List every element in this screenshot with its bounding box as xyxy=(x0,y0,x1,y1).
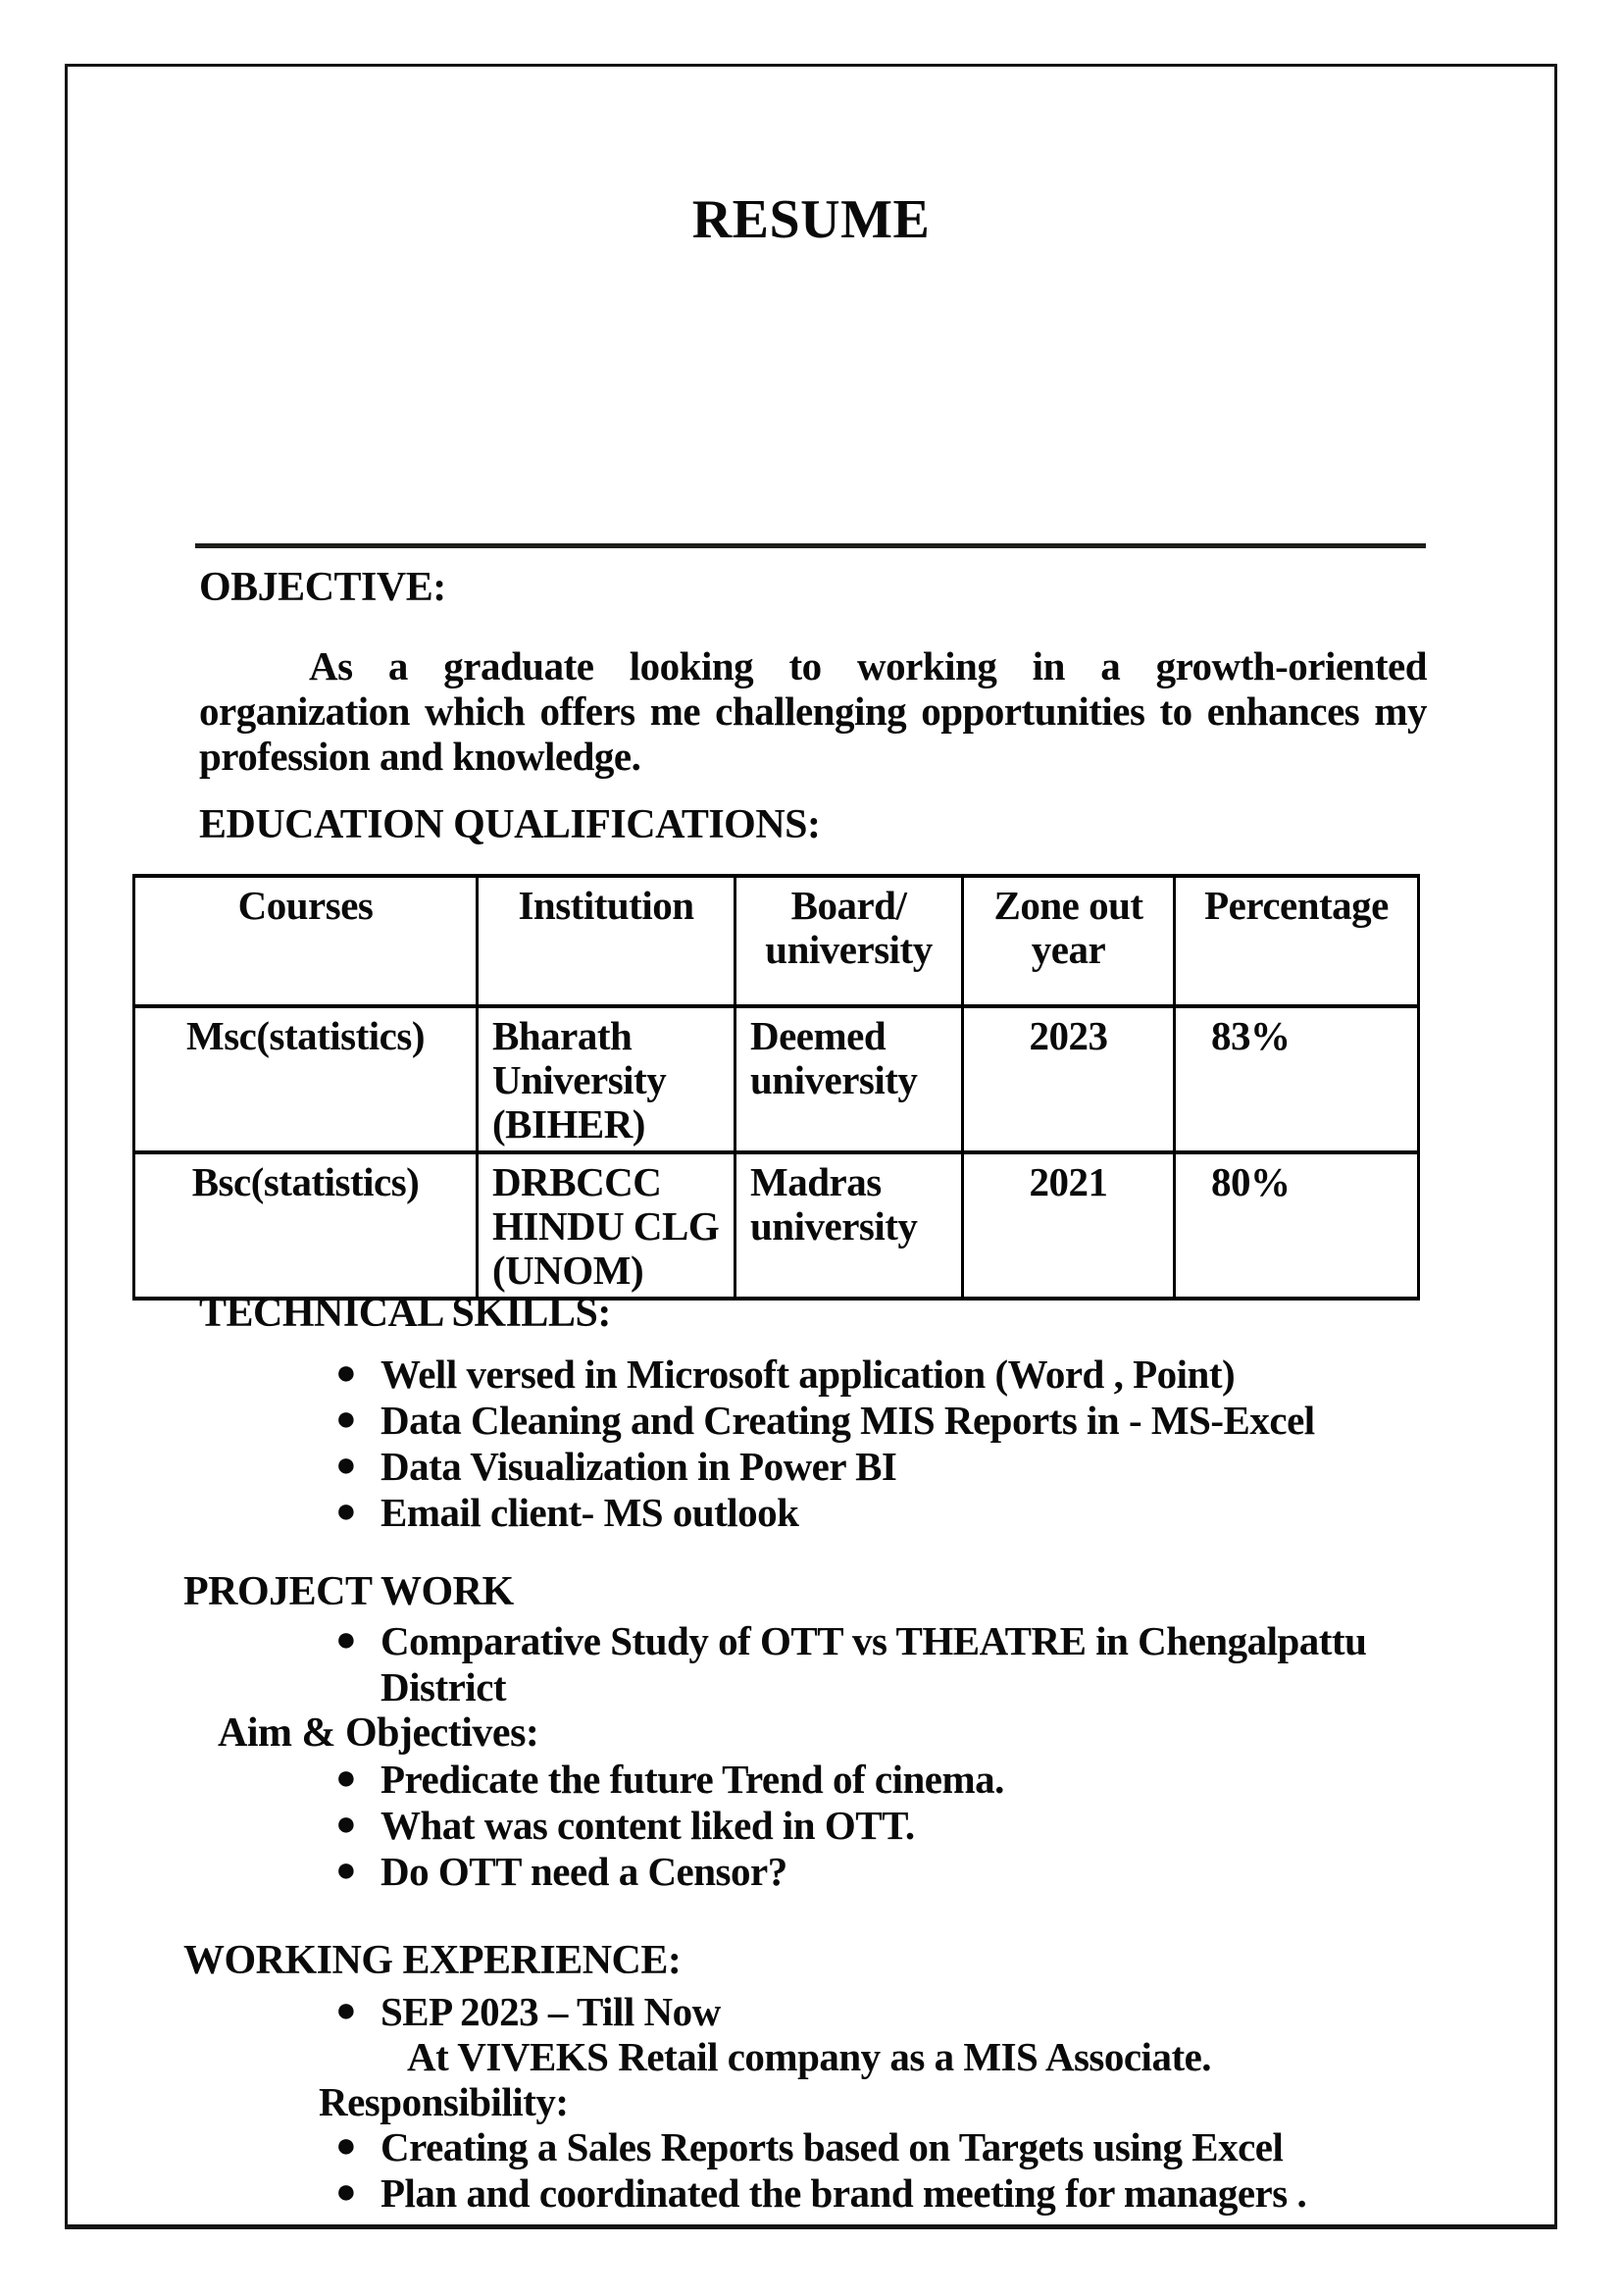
objective-line-3: profession and knowledge. xyxy=(199,734,641,779)
education-heading: EDUCATION QUALIFICATIONS: xyxy=(199,802,821,847)
header-board-line2: university xyxy=(765,927,933,972)
skill-text: Data Visualization in Power BI xyxy=(380,1444,897,1489)
course-cell: Bsc(statistics) xyxy=(134,1152,478,1299)
project-work-list xyxy=(331,1618,1459,1710)
page-border xyxy=(65,64,1557,2229)
institution-line: DRBCCC xyxy=(492,1159,662,1204)
responsibility-text: Plan and coordinated the brand meeting for managers . xyxy=(380,2170,1307,2216)
objective-item xyxy=(331,1803,1459,1849)
year-cell: 2021 xyxy=(963,1152,1175,1299)
responsibility-label: Responsibility: xyxy=(319,2079,569,2124)
period-text: SEP 2023 – Till Now xyxy=(380,1989,721,2034)
skill-text: Email client- MS outlook xyxy=(380,1490,799,1535)
bullet-icon: ● xyxy=(335,2125,357,2165)
education-table xyxy=(132,874,1420,1301)
skill-text: Well versed in Microsoft application (Word , Point) xyxy=(380,1352,1236,1397)
header-percentage-label: Percentage xyxy=(1204,883,1389,928)
institution-line: University xyxy=(492,1057,667,1102)
skill-item xyxy=(331,1444,1459,1490)
period-item xyxy=(331,1989,1459,2035)
board-line: Deemed xyxy=(750,1013,887,1058)
header-board-line1: Board/ xyxy=(790,883,907,928)
objective-line-1: As a graduate looking to working in a growth-oriented xyxy=(309,643,1427,689)
responsibility-item xyxy=(331,2124,1508,2170)
header-cell-zone-out-year xyxy=(963,876,1175,1006)
technical-skills-heading: TECHNICAL SKILLS: xyxy=(199,1291,611,1336)
header-cell-board-university xyxy=(735,876,963,1006)
objective-line-2: organization which offers me challenging opportunities to enhances my xyxy=(199,689,1427,734)
bullet-icon: ● xyxy=(335,1804,357,1843)
institution-cell xyxy=(478,1152,735,1299)
skill-item xyxy=(331,1490,1459,1536)
board-line: Madras xyxy=(750,1159,882,1204)
board-line: university xyxy=(750,1203,918,1249)
objective-item xyxy=(331,1849,1459,1895)
bullet-icon: ● xyxy=(335,1491,357,1530)
aim-objectives-list xyxy=(331,1757,1459,1895)
course-cell: Msc(statistics) xyxy=(134,1006,478,1152)
responsibility-text: Creating a Sales Reports based on Targets using Excel xyxy=(380,2124,1284,2169)
header-zone-line2: year xyxy=(1031,927,1106,972)
board-cell xyxy=(735,1006,963,1152)
institution-cell xyxy=(478,1006,735,1152)
year-cell: 2023 xyxy=(963,1006,1175,1152)
project-item xyxy=(331,1618,1459,1710)
header-courses-label: Courses xyxy=(237,883,374,928)
bullet-icon: ● xyxy=(335,2171,357,2211)
responsibility-item xyxy=(331,2170,1508,2217)
institution-line: (BIHER) xyxy=(492,1101,645,1147)
header-cell-courses xyxy=(134,876,478,1006)
skill-item xyxy=(331,1398,1459,1444)
education-table-row-msc xyxy=(134,1006,1419,1152)
working-experience-heading: WORKING EXPERIENCE: xyxy=(183,1938,682,1983)
project-text-line-1: Comparative Study of OTT vs THEATRE in Chengalpattu xyxy=(380,1618,1367,1663)
skill-text: Data Cleaning and Creating MIS Reports in - MS-Excel xyxy=(380,1398,1315,1443)
responsibilities-list xyxy=(331,2124,1508,2217)
bullet-icon: ● xyxy=(335,1990,357,2029)
education-table-row-bsc xyxy=(134,1152,1419,1299)
header-zone-line1: Zone out xyxy=(993,883,1143,928)
project-text-line-2: District xyxy=(380,1664,507,1709)
board-cell xyxy=(735,1152,963,1299)
bullet-icon: ● xyxy=(335,1399,357,1438)
education-table-header-row xyxy=(134,876,1419,1006)
skill-item xyxy=(331,1352,1459,1398)
objective-paragraph xyxy=(199,643,1427,779)
percentage-cell: 80% xyxy=(1175,1152,1419,1299)
experience-period-item xyxy=(331,1989,1459,2035)
bullet-icon: ● xyxy=(335,1445,357,1484)
institution-line: HINDU CLG xyxy=(492,1203,720,1249)
technical-skills-list xyxy=(331,1352,1459,1536)
bullet-icon: ● xyxy=(335,1352,357,1392)
objective-item-text: Do OTT need a Censor? xyxy=(380,1849,787,1894)
institution-line: (UNOM) xyxy=(492,1248,644,1293)
objective-heading: OBJECTIVE: xyxy=(199,565,446,610)
project-work-heading: PROJECT WORK xyxy=(183,1569,514,1614)
board-line: university xyxy=(750,1057,918,1102)
aim-objectives-subheading: Aim & Objectives: xyxy=(218,1710,539,1756)
objective-item-text: Predicate the future Trend of cinema. xyxy=(380,1757,1004,1802)
bullet-icon: ● xyxy=(335,1758,357,1797)
header-institution-label: Institution xyxy=(518,883,694,928)
bullet-icon: ● xyxy=(335,1850,357,1889)
page-title: RESUME xyxy=(691,189,931,250)
objective-item-text: What was content liked in OTT. xyxy=(380,1803,915,1848)
title-divider-line xyxy=(195,543,1426,548)
company-line: At VIVEKS Retail company as a MIS Associate. xyxy=(407,2034,1212,2079)
header-cell-institution xyxy=(478,876,735,1006)
percentage-cell: 83% xyxy=(1175,1006,1419,1152)
bullet-icon: ● xyxy=(335,1619,357,1658)
header-cell-percentage xyxy=(1175,876,1419,1006)
objective-item xyxy=(331,1757,1459,1803)
institution-line: Bharath xyxy=(492,1013,633,1058)
